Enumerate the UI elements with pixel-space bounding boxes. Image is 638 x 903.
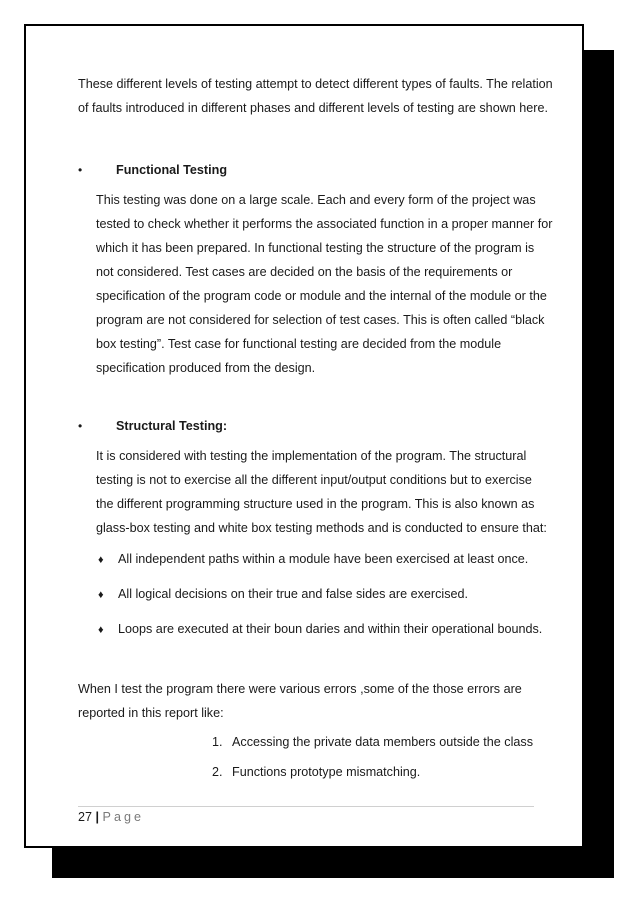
structural-line: testing is not to exercise all the different input/output conditions but to exercise [96,473,532,487]
structural-line: glass-box testing and white box testing methods and is conducted to ensure that: [96,521,547,535]
list-item [98,549,528,570]
item-number: 2. [212,765,223,779]
functional-line: which it has been prepared. In functional testing the structure of the program is [96,241,535,255]
diamond-bullet-icon: ♦ [98,554,104,566]
functional-line: specification of the program code or module and the internal of the module or the [96,289,547,303]
bullet-icon: • [78,419,83,433]
functional-line: not considered. Test cases are decided on the basis of the requirements or [96,265,513,279]
intro-line: of faults introduced in different phases and different levels of testing are shown here. [78,101,548,115]
functional-line: specification produced from the design. [96,361,316,375]
numbered-item [212,732,533,752]
page-label: Page [102,810,144,824]
item-text: Accessing the private data members outside the class [232,735,534,749]
footer-divider [78,806,534,807]
list-item [98,619,542,640]
structural-line: It is considered with testing the implementation of the program. The structural [96,449,527,463]
functional-line: tested to check whether it performs the associated function in a proper manner for [96,217,553,231]
page-number: 27 [78,810,93,824]
item-text: Functions prototype mismatching. [232,765,421,779]
list-item-text: All independent paths within a module have been exercised at least once. [118,552,529,566]
intro-line: These different levels of testing attempt to detect different types of faults. The relation [78,77,553,91]
section-heading-structural: Structural Testing: [116,419,228,433]
functional-line: box testing”. Test case for functional testing are decided from the module [96,337,502,351]
numbered-item [212,762,420,782]
list-item-text: Loops are executed at their boun daries and within their operational bounds. [118,622,543,636]
structural-line: the different programming structure used in the program. This is also known as [96,497,535,511]
section-heading-functional: Functional Testing [116,163,228,177]
list-item [98,584,468,605]
list-item-text: All logical decisions on their true and false sides are exercised. [118,587,469,601]
functional-line: program are not considered for selection of test cases. This is often called “black [96,313,545,327]
diamond-bullet-icon: ♦ [98,624,104,636]
item-number: 1. [212,735,223,749]
bullet-icon: • [78,163,83,177]
page-footer [78,808,144,826]
errors-line: When I test the program there were various errors ,some of the those errors are [78,682,522,696]
functional-line: This testing was done on a large scale. Each and every form of the project was [96,193,536,207]
footer-separator: | [95,810,100,824]
diamond-bullet-icon: ♦ [98,589,104,601]
errors-line: reported in this report like: [78,706,224,720]
